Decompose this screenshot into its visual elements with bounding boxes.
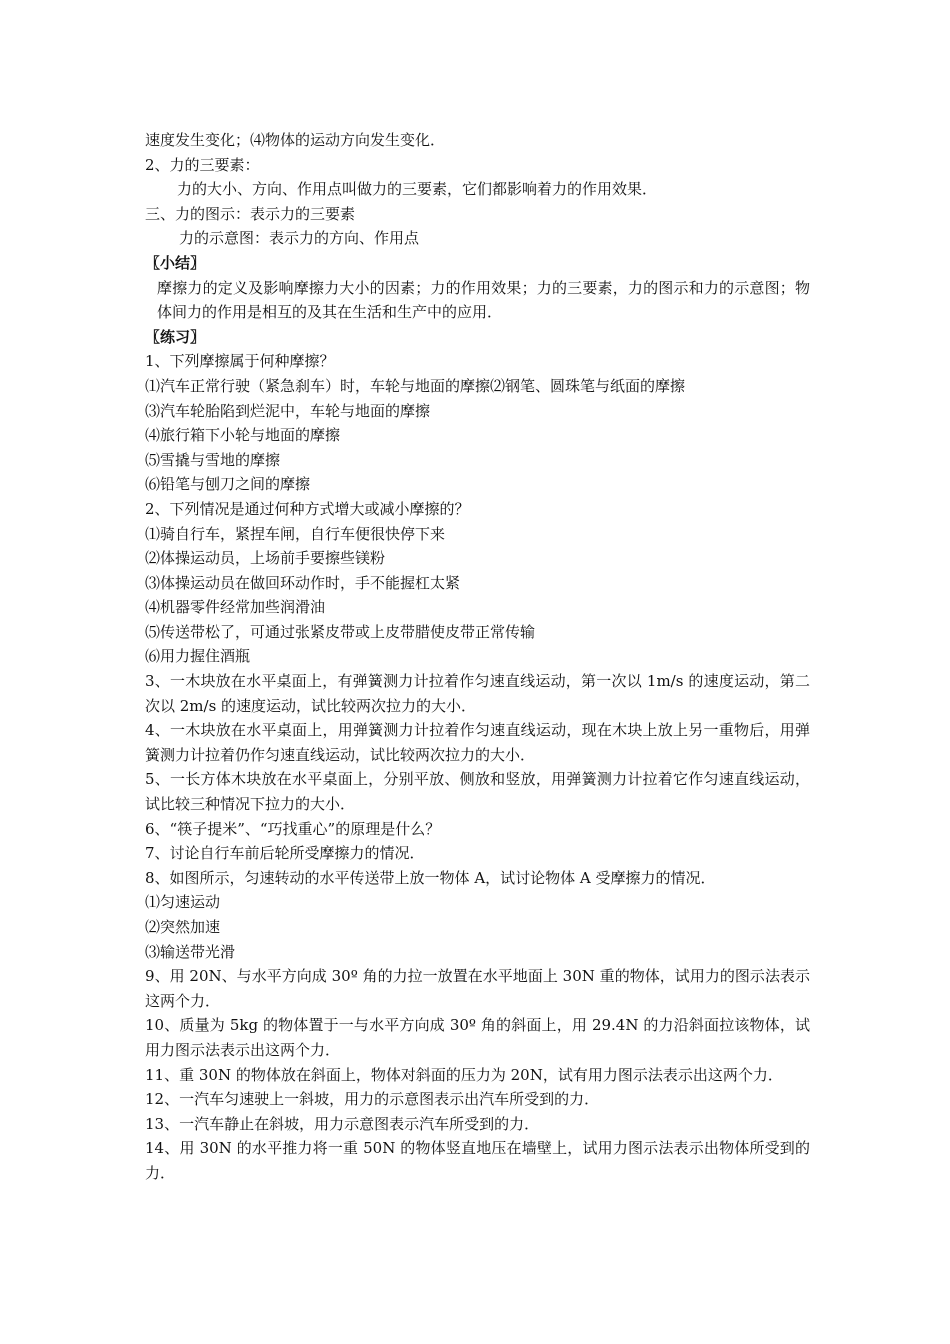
question-8-item: ⑶输送带光滑 <box>145 942 236 961</box>
practice-line: ⑶汽车轮胎陷到烂泥中，车轮与地面的摩擦 <box>145 401 431 420</box>
question-5: 5、一长方体木块放在水平桌面上，分别平放、侧放和竖放，用弹簧测力计拉着它作匀速直线运动，试比较三种情况下拉力的大小． <box>145 770 810 814</box>
schematic-description: 力的示意图：表示力的方向、作用点 <box>179 229 420 248</box>
question-8: 8、如图所示，匀速转动的水平传送带上放一物体 A，试讨论物体 A 受摩擦力的情况． <box>145 868 716 887</box>
question-14: 14、用 30N 的水平推力将一重 50N 的物体竖直地压在墙壁上，试用力图示法表示出物体所受到的力． <box>145 1139 810 1182</box>
text-line: 速度发生变化；⑷物体的运动方向发生变化． <box>145 131 446 149</box>
question-4: 4、一木块放在水平桌面上，用弹簧测力计拉着作匀速直线运动，现在木块上放上另一重物后，用弹簧测力计拉着仍作匀速直线运动，试比较两次拉力的大小． <box>145 721 810 764</box>
practice-line: ⑷旅行箱下小轮与地面的摩擦 <box>145 426 341 445</box>
practice-line: ⑵体操运动员，上场前手要擦些镁粉 <box>145 549 386 568</box>
section-three-title: 三、力的图示：表示力的三要素 <box>145 204 356 223</box>
question-8-item: ⑴匀速运动 <box>145 893 221 912</box>
summary-heading: 〖小结〗 <box>145 253 206 272</box>
question-9: 9、用 20N、与水平方向成 30º 角的力拉一放置在水平地面上 30N 重的物体，试用力的图示法表示这两个力． <box>145 967 810 1010</box>
question-11: 11、重 30N 的物体放在斜面上，物体对斜面的压力为 20N，试有用力图示法表示出这两个力． <box>145 1065 783 1084</box>
practice-line: ⑷机器零件经常加些润滑油 <box>145 598 326 617</box>
question-13: 13、一汽车静止在斜坡，用力示意图表示汽车所受到的力． <box>145 1114 540 1133</box>
question-12: 12、一汽车匀速驶上一斜坡，用力的示意图表示出汽车所受到的力． <box>145 1090 600 1109</box>
practice-line: ⑹用力握住酒瓶 <box>145 647 251 666</box>
question-10: 10、质量为 5kg 的物体置于一与水平方向成 30º 角的斜面上，用 29.4N 的力沿斜面拉该物体，试用力图示法表示出这两个力． <box>145 1016 810 1059</box>
practice-heading: 〖练习〗 <box>145 327 206 346</box>
practice-line: 2、下列情况是通过何种方式增大或减小摩擦的？ <box>145 499 470 518</box>
practice-line: ⑴骑自行车，紧捏车闸，自行车便很快停下来 <box>145 524 446 543</box>
practice-line: ⑸传送带松了，可通过张紧皮带或上皮带腊使皮带正常传输 <box>145 622 536 641</box>
three-elements-description: 力的大小、方向、作用点叫做力的三要素，它们都影响着力的作用效果． <box>177 180 658 199</box>
question-6: 6、“筷子提米”、“巧找重心”的原理是什么？ <box>145 819 441 838</box>
practice-line: ⑶体操运动员在做回环动作时，手不能握杠太紧 <box>145 573 461 592</box>
practice-line: ⑸雪撬与雪地的摩擦 <box>145 450 281 469</box>
question-8-item: ⑵突然加速 <box>145 918 221 936</box>
text-line: 2、力的三要素： <box>145 155 260 174</box>
question-3: 3、一木块放在水平桌面上，有弹簧测力计拉着作匀速直线运动，第一次以 1m/s 的速度运动，第二次以 2m/s 的速度运动，试比较两次拉力的大小． <box>145 672 810 715</box>
summary-text: 摩擦力的定义及影响摩擦力大小的因素；力的作用效果；力的三要素，力的图示和力的示意图；物体间力的作用是相互的及其在生活和生产中的应用． <box>157 278 810 322</box>
question-7: 7、讨论自行车前后轮所受摩擦力的情况． <box>145 844 425 863</box>
practice-line: ⑴汽车正常行驶（紧急刹车）时，车轮与地面的摩擦⑵钢笔、圆珠笔与纸面的摩擦 <box>145 376 686 395</box>
document-page <box>145 128 810 1186</box>
practice-line: ⑹铅笔与刨刀之间的摩擦 <box>145 475 311 494</box>
practice-line: 1、下列摩擦属于何种摩擦？ <box>145 352 335 371</box>
